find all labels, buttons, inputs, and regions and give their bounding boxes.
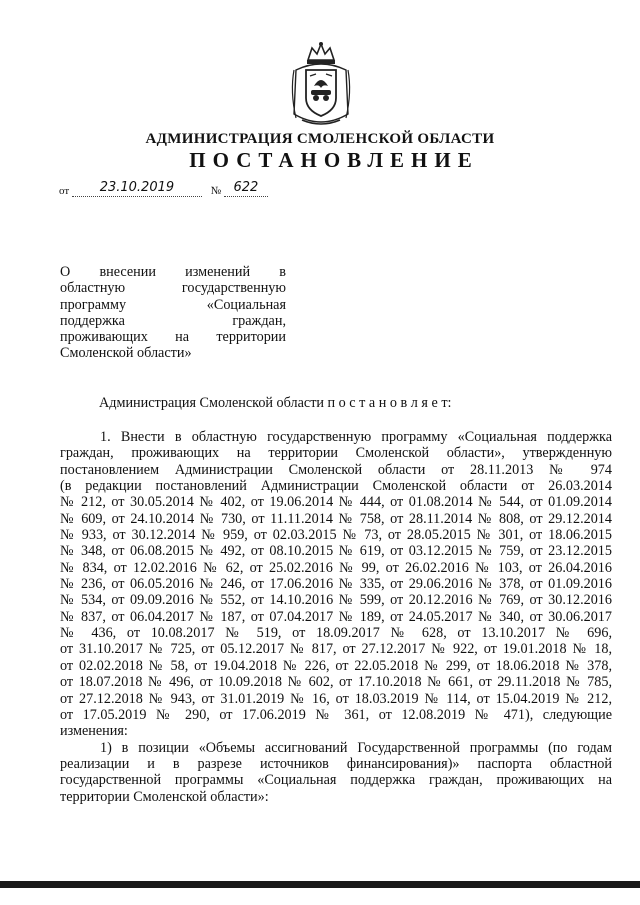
smolensk-coat-of-arms-icon <box>288 40 354 128</box>
subitem1-line: реализации и в разрезе источников финансирования)» паспорта областной <box>60 755 612 772</box>
item1-line: № 609, от 24.10.2014 № 730, от 11.11.2014 № 758, от 28.11.2014 № 808, от 29.12.2014 <box>60 510 612 527</box>
item1-line: № 837, от 06.04.2017 № 187, от 07.04.2017 № 189, от 24.05.2017 № 340, от 30.06.2017 <box>60 608 612 625</box>
item1-line: № 348, от 06.08.2015 № 492, от 08.10.2015 № 619, от 03.12.2015 № 759, от 23.12.2015 <box>60 543 612 560</box>
item1-line: № 212, от 30.05.2014 № 402, от 19.06.2014 № 444, от 01.08.2014 № 544, от 01.09.2014 <box>60 494 612 511</box>
preamble: Администрация Смоленской области п о с т а н о в л я е т: <box>99 395 452 411</box>
item1-line: от 31.10.2017 № 725, от 05.12.2017 № 817, от 27.12.2017 № 922, от 19.01.2018 № 18, <box>60 641 612 658</box>
item1-line: (в редакции постановлений Администрации Смоленской области от 26.03.2014 <box>60 478 612 495</box>
item1-line: № 436, от 10.08.2017 № 519, от 18.09.2017 № 628, от 13.10.2017 № 696, <box>60 625 612 642</box>
subitem1-line: территории Смоленской области»: <box>60 788 269 805</box>
subject-line: Смоленской области» <box>60 345 192 362</box>
item1-line: от 17.05.2019 № 290, от 17.06.2019 № 361, от 12.08.2019 № 471), следующие <box>60 706 612 723</box>
item1-line: от 02.02.2018 № 58, от 19.04.2018 № 226, от 22.05.2018 № 299, от 18.06.2018 № 378, <box>60 657 612 674</box>
subject-line: поддержка граждан, <box>60 312 286 329</box>
subject-block <box>60 264 286 362</box>
subitem1-line: государственной программы «Социальная поддержка граждан, проживающих на <box>60 772 612 789</box>
item1-line: от 18.07.2018 № 496, от 10.09.2018 № 602, от 17.10.2018 № 661, от 29.11.2018 № 785, <box>60 674 612 691</box>
item1-line: № 933, от 30.12.2014 № 959, от 02.03.2015 № 73, от 28.05.2015 № 301, от 18.06.2015 <box>60 527 612 544</box>
item1-line: граждан, проживающих на территории Смоленской области», утвержденную <box>60 445 612 462</box>
scan-edge-bar <box>0 881 640 888</box>
item1-line: № 236, от 06.05.2016 № 246, от 17.06.2016 № 335, от 29.06.2016 № 378, от 01.09.2016 <box>60 576 612 593</box>
subject-line: проживающих на территории <box>60 329 286 346</box>
subject-line: программу «Социальная <box>60 296 286 313</box>
date-number-line <box>59 180 268 197</box>
document-type-title: ПОСТАНОВЛЕНИЕ <box>189 148 479 172</box>
item1-line: № 534, от 09.09.2016 № 552, от 14.10.2016 № 599, от 20.12.2016 № 769, от 30.12.2016 <box>60 592 612 609</box>
item1-line: постановлением Администрации Смоленской области от 28.11.2013 № 974 <box>60 461 612 478</box>
item1-line: изменения: <box>60 723 128 740</box>
organization-title: АДМИНИСТРАЦИЯ СМОЛЕНСКОЙ ОБЛАСТИ <box>145 131 495 147</box>
number-prefix: № <box>210 185 222 197</box>
document-date: 23.10.2019 <box>72 180 202 197</box>
item1-line: 1. Внести в областную государственную программу «Социальная поддержка <box>100 429 612 445</box>
item1-line: от 27.12.2018 № 943, от 31.01.2019 № 16, от 18.03.2019 № 114, от 15.04.2019 № 212, <box>60 690 612 707</box>
body-text <box>60 429 612 805</box>
subject-line: областную государственную <box>60 280 286 297</box>
date-prefix: от <box>59 185 70 197</box>
item1-line: № 834, от 12.02.2016 № 62, от 25.02.2016 № 99, от 26.02.2016 № 103, от 26.04.2016 <box>60 559 612 576</box>
document-number: 622 <box>224 180 268 197</box>
subject-line: О внесении изменений в <box>60 264 286 280</box>
subitem1-line: 1) в позиции «Объемы ассигнований Государственной программы (по годам <box>100 739 612 756</box>
